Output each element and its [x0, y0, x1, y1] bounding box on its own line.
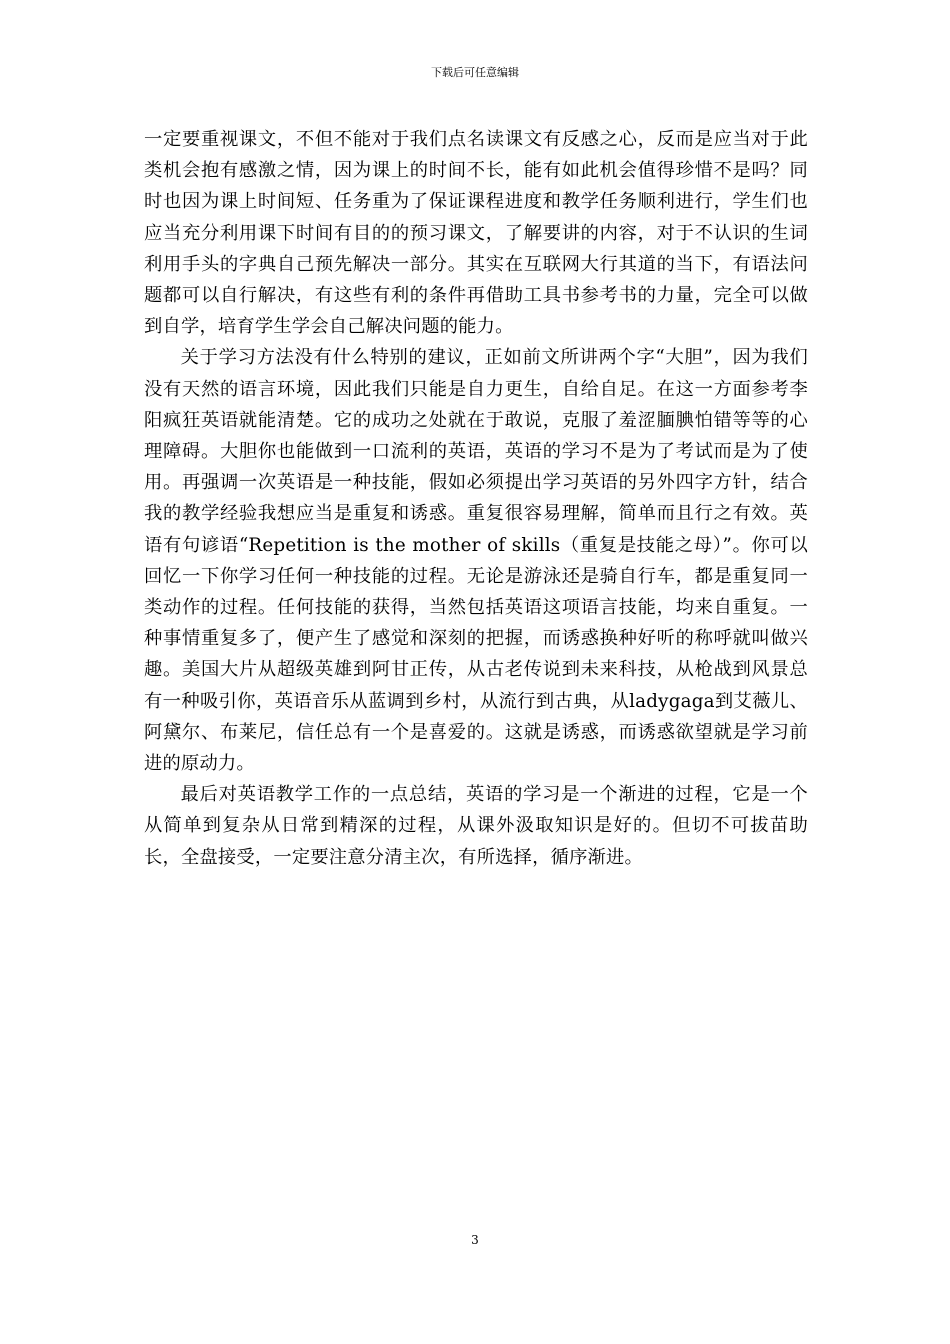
paragraph-conclusion: 最后对英语教学工作的一点总结，英语的学习是一个渐进的过程，它是一个从简单到复杂从日常到精深的过程，从课外汲取知识是好的。但切不可拔苗助长，全盘接受，一定要注意分清主次，有所选择，循序渐进。 [144, 784, 808, 868]
page-number: 3 [471, 1233, 479, 1247]
page-header: 下载后可任意编辑 [431, 66, 519, 79]
document-body [144, 124, 808, 873]
paragraph-continuation: 一定要重视课文，不但不能对于我们点名读课文有反感之心，反而是应当对于此类机会抱有感激之情，因为课上的时间不长，能有如此机会值得珍惜不是吗？同时也因为课上时间短、任务重为了保证课程进度和教学任务顺利进行，学生们也应当充分利用课下时间有目的的预习课文，了解要讲的内容，对于不认识的生词利用手头的字典自己预先解决一部分。其实在互联网大行其道的当下，有语法问题都可以自行解决，有这些有利的条件再借助工具书参考书的力量，完全可以做到自学，培育学生学会自己解决问题的能力。 [144, 129, 808, 338]
paragraph-learning-methods: 关于学习方法没有什么特别的建议，正如前文所讲两个字“大胆”，因为我们没有天然的语言环境，因此我们只能是自力更生，自给自足。在这一方面参考李阳疯狂英语就能清楚。它的成功之处就在于敢说，克服了羞涩腼腆怕错等等的心理障碍。大胆你也能做到一口流利的英语，英语的学习不是为了考试而是为了使用。再强调一次英语是一种技能，假如必须提出学习英语的另外四字方针，结合我的教学经验我想应当是重复和诱惑。重复很容易理解，简单而且行之有效。英语有句谚语“Repetition is the mother of skills（重复是技能之母）”。你可以回忆一下你学习任何一种技能的过程。无论是游泳还是骑自行车，都是重复同一类动作的过程。任何技能的获得，当然包括英语这项语言技能，均来自重复。一种事情重复多了，便产生了感觉和深刻的把握，而诱惑换种好听的称呼就叫做兴趣。美国大片从超级英雄到阿甘正传，从古老传说到未来科技，从枪战到风景总有一种吸引你，英语音乐从蓝调到乡村，从流行到古典，从ladygaga到艾薇儿、阿黛尔、布莱尼，信任总有一个是喜爱的。这就是诱惑，而诱惑欲望就是学习前进的原动力。 [144, 347, 808, 775]
